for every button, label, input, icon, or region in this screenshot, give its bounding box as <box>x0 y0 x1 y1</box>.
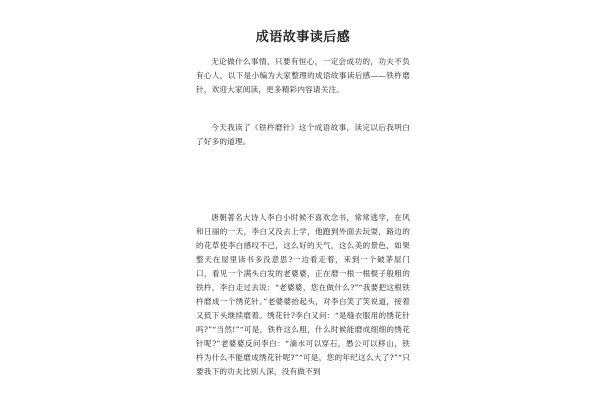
article-column <box>196 30 410 379</box>
intro-paragraph: 无论做什么事情，只要有恒心，一定会成功的，功夫不负有心人，以下是小编为大家整理的成语故事读后感——铁杵磨针，欢迎大家阅读，更多精彩内容请关注。 <box>196 57 410 94</box>
article-title: 成语故事读后感 <box>255 30 351 45</box>
reflection-paragraph: 今天我读了《铁杵磨针》这个成语故事，读完以后我明白了好多的道理。 <box>196 123 410 146</box>
story-paragraph: 唐朝著名大诗人李白小时候不喜欢念书，常常逃学，在风和日丽的一天，李白又没去上学，他跑到外面去玩耍，路边的的花草使李白感叹不已，这么好的天气，这么美的景色，如果整天在屋里读书多没意思?一边看走着，来到一个破茅屋门口，看见一个满头白发的老婆婆，正在磨一根一根棍子般粗的铁杵，李白走过去说：“老婆婆，您在做什么?”“我要把这根铁杵磨成一个绣花针。”老婆婆抬起头，对李白笑了笑说道，接着又低下头继续磨着。绣花针?李白又问：“是缝衣服用的绣花针吗?”“当然!”“可是，铁杵这么粗，什么时候能磨成细细的绣花针呢?”老婆婆反问李白：“滴水可以穿石，愚公可以移山，铁杵为什么不能磨成绣花针呢?”“可是，您的年纪这么大了?”“只要我下的功夫比别人深，没有做不到 <box>196 213 410 376</box>
